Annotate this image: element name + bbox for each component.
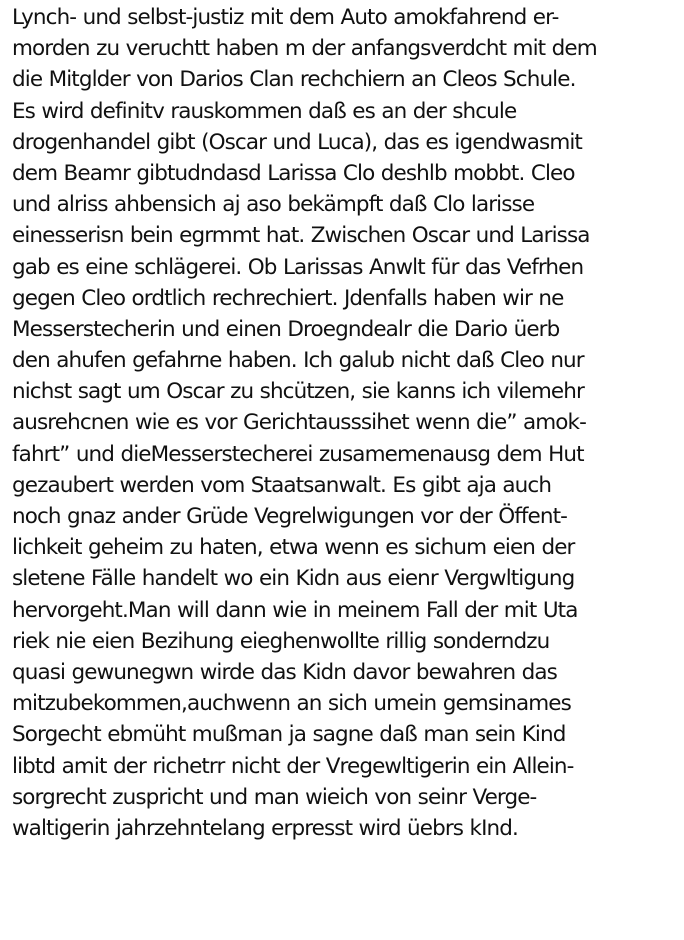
text-line-12: den ahufen gefahrne haben. Ich galub nicht daß Cleo nur bbox=[12, 348, 584, 374]
text-line-22: quasi gewunegwn wirde das Kidn davor bewahren das bbox=[12, 659, 557, 685]
text-line-17: noch gnaz ander Grüde Vegrelwigungen vor der Öffent- bbox=[12, 504, 567, 529]
text-line-21: riek nie eien Bezihung eieghenwollte rillig sonderndzu bbox=[12, 628, 550, 654]
text-line-6: dem Beamr gibtudndasd Larissa Clo deshlb mobbt. Cleo bbox=[12, 160, 575, 186]
text-line-23: mitzubekommen,auchwenn an sich umein gemsinames bbox=[12, 691, 571, 717]
text-line-26: sorgrecht zuspricht und man wieich von seinr Verge- bbox=[12, 784, 537, 810]
text-line-1: Lynch- und selbst-justiz mit dem Auto amokfahrend er- bbox=[12, 5, 559, 30]
text-line-5: drogenhandel gibt (Oscar und Luca), das es igendwasmit bbox=[12, 129, 582, 155]
text-line-8: einesserisn bein egrmmt hat. Zwischen Oscar und Larissa bbox=[12, 223, 590, 249]
text-line-10: gegen Cleo ordtlich rechrechiert. Jdenfalls haben wir ne bbox=[12, 285, 564, 311]
text-line-24: Sorgecht ebmüht mußman ja sagne daß man sein Kind bbox=[12, 722, 566, 748]
text-line-2: morden zu veruchtt haben m der anfangsverdcht mit dem bbox=[12, 36, 597, 62]
text-line-4: Es wird definitv rauskommen daß es an der shcule bbox=[12, 98, 517, 124]
text-line-9: gab es eine schlägerei. Ob Larissas Anwlt für das Vefrhen bbox=[12, 254, 584, 280]
text-line-7: und alriss ahbensich aj aso bekämpft daß Clo larisse bbox=[12, 192, 535, 218]
text-line-3: die Mitglder von Darios Clan rechchiern an Cleos Schule. bbox=[12, 67, 576, 93]
text-line-20: hervorgeht.Man will dann wie in meinem Fall der mit Uta bbox=[12, 597, 578, 623]
document-text bbox=[12, 2, 682, 844]
text-line-15: fahrt” und dieMesserstecherei zusamemenausg dem Hut bbox=[12, 441, 584, 467]
text-line-16: gezaubert werden vom Staatsanwalt. Es gibt aja auch bbox=[12, 472, 552, 498]
text-line-19: sletene Fälle handelt wo ein Kidn aus eienr Vergwltigung bbox=[12, 566, 575, 592]
text-line-13: nichst sagt um Oscar zu shcützen, sie kanns ich vilemehr bbox=[12, 379, 584, 405]
text-line-14: ausrehcnen wie es vor Gerichtausssihet wenn die” amok- bbox=[12, 410, 586, 436]
text-line-18: lichkeit geheim zu haten, etwa wenn es sichum eien der bbox=[12, 535, 575, 561]
text-line-27: waltigerin jahrzehntelang erpresst wird üebrs kInd. bbox=[12, 815, 518, 841]
text-line-11: Messerstecherin und einen Droegndealr die Dario üerb bbox=[12, 316, 560, 342]
text-line-25: libtd amit der richetrr nicht der Vregewltigerin ein Allein- bbox=[12, 753, 574, 779]
